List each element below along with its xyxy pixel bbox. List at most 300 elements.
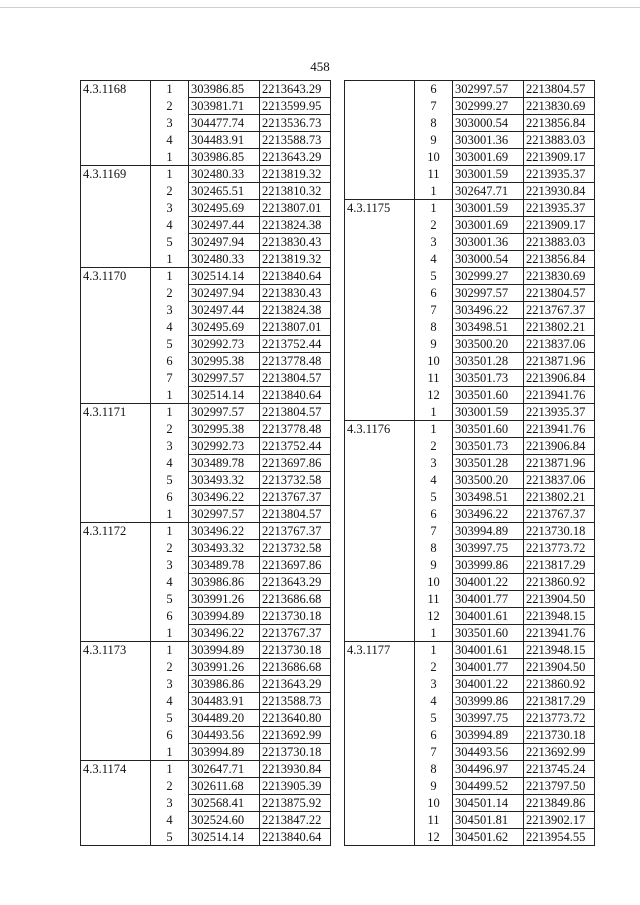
y-coordinate: 2213745.24: [524, 761, 595, 778]
x-coordinate: 302992.73: [189, 438, 260, 455]
parcel-id: [81, 591, 151, 608]
x-coordinate: 303986.85: [189, 149, 260, 166]
parcel-id: 4.3.1174: [81, 761, 151, 778]
y-coordinate: 2213906.84: [524, 438, 595, 455]
y-coordinate: 2213837.06: [524, 472, 595, 489]
y-coordinate: 2213860.92: [524, 574, 595, 591]
point-number: 3: [166, 558, 173, 572]
point-number: 3: [166, 796, 173, 810]
coordinates-table-left: [80, 80, 331, 846]
y-coordinate: 2213883.03: [524, 234, 595, 251]
parcel-id: [345, 710, 415, 727]
point-number: 4: [430, 252, 437, 266]
table-row: [81, 744, 331, 761]
table-row: [345, 404, 595, 421]
point-number: 1: [415, 625, 453, 642]
point-number: 6: [430, 728, 437, 742]
parcel-id: [81, 353, 151, 370]
y-coordinate: 2213767.37: [260, 489, 331, 506]
point-number: 2: [166, 541, 173, 555]
table-row: [81, 421, 331, 438]
parcel-id: [81, 489, 151, 506]
x-coordinate: 302568.41: [189, 795, 260, 812]
point-number: 6: [166, 490, 173, 504]
table-row: [345, 183, 595, 200]
table-row: [81, 472, 331, 489]
table-row: [345, 268, 595, 285]
parcel-id: [345, 540, 415, 557]
table-row: [81, 642, 331, 659]
x-coordinate: 303001.59: [453, 404, 524, 421]
parcel-id: [81, 234, 151, 251]
y-coordinate: 2213840.64: [260, 829, 331, 846]
y-coordinate: 2213830.43: [260, 285, 331, 302]
table-row: [345, 829, 595, 846]
x-coordinate: 303493.32: [189, 540, 260, 557]
y-coordinate: 2213730.18: [260, 642, 331, 659]
y-coordinate: 2213643.29: [260, 676, 331, 693]
y-coordinate: 2213640.80: [260, 710, 331, 727]
parcel-id: [345, 302, 415, 319]
table-row: [345, 387, 595, 404]
table-row: [345, 489, 595, 506]
table-row: [81, 591, 331, 608]
y-coordinate: 2213930.84: [260, 761, 331, 778]
point-number: 1: [151, 268, 189, 285]
parcel-id: [345, 115, 415, 132]
point-number: 7: [430, 99, 437, 113]
point-number: 5: [430, 711, 437, 725]
parcel-id: [345, 234, 415, 251]
parcel-id: [345, 132, 415, 149]
table-row: [81, 370, 331, 387]
table-row: [81, 761, 331, 778]
x-coordinate: 303498.51: [453, 489, 524, 506]
point-number: 3: [166, 677, 173, 691]
point-number: 2: [430, 660, 437, 674]
table-row: [81, 523, 331, 540]
point-number: 1: [415, 183, 453, 200]
parcel-id: [345, 523, 415, 540]
x-coordinate: 302495.69: [189, 319, 260, 336]
parcel-id: [345, 387, 415, 404]
parcel-id: [345, 557, 415, 574]
table-row: [345, 540, 595, 557]
x-coordinate: 304477.74: [189, 115, 260, 132]
y-coordinate: 2213697.86: [260, 455, 331, 472]
table-row: [345, 285, 595, 302]
table-row: [81, 268, 331, 285]
point-number: 4: [166, 320, 173, 334]
x-coordinate: 303500.20: [453, 472, 524, 489]
y-coordinate: 2213643.29: [260, 81, 331, 98]
parcel-id: [81, 370, 151, 387]
x-coordinate: 302997.57: [189, 370, 260, 387]
parcel-id: [345, 336, 415, 353]
table-row: [345, 132, 595, 149]
parcel-id: [81, 557, 151, 574]
x-coordinate: 304483.91: [189, 132, 260, 149]
parcel-id: [345, 659, 415, 676]
point-number: 9: [430, 133, 437, 147]
table-row: [345, 166, 595, 183]
x-coordinate: 303994.89: [189, 642, 260, 659]
point-number: 1: [415, 642, 453, 659]
point-number: 8: [430, 320, 437, 334]
y-coordinate: 2213778.48: [260, 353, 331, 370]
y-coordinate: 2213807.01: [260, 319, 331, 336]
y-coordinate: 2213692.99: [260, 727, 331, 744]
x-coordinate: 303501.60: [453, 625, 524, 642]
x-coordinate: 303489.78: [189, 455, 260, 472]
y-coordinate: 2213935.37: [524, 166, 595, 183]
table-row: [345, 217, 595, 234]
y-coordinate: 2213819.32: [260, 166, 331, 183]
y-coordinate: 2213797.50: [524, 778, 595, 795]
table-row: [345, 761, 595, 778]
point-number: 8: [430, 116, 437, 130]
parcel-id: [81, 693, 151, 710]
y-coordinate: 2213804.57: [524, 81, 595, 98]
x-coordinate: 303500.20: [453, 336, 524, 353]
x-coordinate: 303001.69: [453, 217, 524, 234]
y-coordinate: 2213830.43: [260, 234, 331, 251]
point-number: 10: [427, 575, 440, 589]
parcel-id: [81, 727, 151, 744]
table-row: [345, 727, 595, 744]
parcel-id: [345, 829, 415, 846]
y-coordinate: 2213752.44: [260, 336, 331, 353]
y-coordinate: 2213875.92: [260, 795, 331, 812]
parcel-id: [345, 370, 415, 387]
point-number: 1: [151, 506, 189, 523]
table-row: [81, 132, 331, 149]
table-row: [345, 251, 595, 268]
y-coordinate: 2213807.01: [260, 200, 331, 217]
x-coordinate: 302514.14: [189, 387, 260, 404]
point-number: 1: [415, 421, 453, 438]
table-row: [345, 523, 595, 540]
point-number: 1: [151, 642, 189, 659]
y-coordinate: 2213730.18: [524, 727, 595, 744]
parcel-id: [345, 472, 415, 489]
parcel-id: [81, 574, 151, 591]
x-coordinate: 302997.57: [453, 285, 524, 302]
y-coordinate: 2213767.37: [260, 523, 331, 540]
x-coordinate: 304493.56: [189, 727, 260, 744]
table-row: [345, 812, 595, 829]
parcel-id: [345, 438, 415, 455]
table-row: [345, 234, 595, 251]
table-row: [81, 608, 331, 625]
y-coordinate: 2213588.73: [260, 693, 331, 710]
point-number: 4: [166, 694, 173, 708]
table-row: [81, 166, 331, 183]
table-row: [345, 557, 595, 574]
point-number: 5: [166, 592, 173, 606]
point-number: 2: [166, 660, 173, 674]
parcel-id: [345, 591, 415, 608]
table-row: [81, 557, 331, 574]
parcel-id: [345, 506, 415, 523]
table-row: [345, 336, 595, 353]
y-coordinate: 2213948.15: [524, 642, 595, 659]
y-coordinate: 2213941.76: [524, 421, 595, 438]
y-coordinate: 2213773.72: [524, 540, 595, 557]
y-coordinate: 2213948.15: [524, 608, 595, 625]
parcel-id: [345, 285, 415, 302]
point-number: 3: [166, 201, 173, 215]
x-coordinate: 304001.77: [453, 659, 524, 676]
y-coordinate: 2213752.44: [260, 438, 331, 455]
point-number: 1: [151, 625, 189, 642]
y-coordinate: 2213930.84: [524, 183, 595, 200]
x-coordinate: 302514.14: [189, 829, 260, 846]
x-coordinate: 304001.22: [453, 574, 524, 591]
parcel-id: [81, 98, 151, 115]
y-coordinate: 2213802.21: [524, 489, 595, 506]
point-number: 11: [427, 371, 440, 385]
table-row: [345, 608, 595, 625]
y-coordinate: 2213804.57: [260, 404, 331, 421]
y-coordinate: 2213909.17: [524, 217, 595, 234]
table-row: [81, 506, 331, 523]
point-number: 4: [166, 575, 173, 589]
coordinates-table-right: [344, 80, 595, 846]
parcel-id: [345, 574, 415, 591]
x-coordinate: 303501.73: [453, 438, 524, 455]
parcel-id: 4.3.1171: [81, 404, 151, 421]
table-row: [81, 795, 331, 812]
point-number: 2: [166, 286, 173, 300]
y-coordinate: 2213599.95: [260, 98, 331, 115]
parcel-id: [81, 778, 151, 795]
point-number: 3: [166, 439, 173, 453]
x-coordinate: 303981.71: [189, 98, 260, 115]
y-coordinate: 2213730.18: [524, 523, 595, 540]
table-row: [81, 336, 331, 353]
x-coordinate: 302992.73: [189, 336, 260, 353]
table-row: [345, 676, 595, 693]
x-coordinate: 303999.86: [453, 693, 524, 710]
x-coordinate: 302997.57: [189, 404, 260, 421]
parcel-id: [345, 217, 415, 234]
table-row: [345, 795, 595, 812]
y-coordinate: 2213824.38: [260, 302, 331, 319]
point-number: 2: [166, 779, 173, 793]
parcel-id: [81, 336, 151, 353]
table-row: [81, 489, 331, 506]
point-number: 5: [430, 269, 437, 283]
parcel-id: [81, 540, 151, 557]
point-number: 9: [430, 779, 437, 793]
point-number: 2: [166, 99, 173, 113]
y-coordinate: 2213847.22: [260, 812, 331, 829]
point-number: 5: [430, 490, 437, 504]
y-coordinate: 2213697.86: [260, 557, 331, 574]
parcel-id: [81, 472, 151, 489]
parcel-id: [81, 659, 151, 676]
x-coordinate: 302647.71: [189, 761, 260, 778]
point-number: 8: [430, 762, 437, 776]
parcel-id: [345, 455, 415, 472]
y-coordinate: 2213686.68: [260, 659, 331, 676]
table-row: [345, 421, 595, 438]
x-coordinate: 303496.22: [453, 506, 524, 523]
x-coordinate: 303994.89: [189, 744, 260, 761]
point-number: 7: [430, 745, 437, 759]
table-row: [345, 642, 595, 659]
table-row: [81, 81, 331, 98]
table-row: [345, 710, 595, 727]
x-coordinate: 303001.69: [453, 149, 524, 166]
table-row: [81, 438, 331, 455]
y-coordinate: 2213906.84: [524, 370, 595, 387]
point-number: 2: [166, 184, 173, 198]
x-coordinate: 303501.28: [453, 353, 524, 370]
parcel-id: [81, 744, 151, 761]
table-row: [81, 387, 331, 404]
y-coordinate: 2213935.37: [524, 404, 595, 421]
parcel-id: [81, 132, 151, 149]
point-number: 7: [430, 524, 437, 538]
table-row: [81, 659, 331, 676]
parcel-id: [345, 166, 415, 183]
point-number: 1: [151, 523, 189, 540]
point-number: 5: [151, 829, 189, 846]
table-row: [345, 693, 595, 710]
table-row: [345, 455, 595, 472]
table-row: [81, 829, 331, 846]
y-coordinate: 2213536.73: [260, 115, 331, 132]
parcel-id: [345, 812, 415, 829]
x-coordinate: 302995.38: [189, 353, 260, 370]
point-number: 8: [430, 541, 437, 555]
point-number: 5: [166, 473, 173, 487]
parcel-id: [81, 829, 151, 846]
y-coordinate: 2213819.32: [260, 251, 331, 268]
point-number: 12: [427, 388, 440, 402]
table-row: [345, 115, 595, 132]
point-number: 10: [427, 354, 440, 368]
x-coordinate: 303986.86: [189, 574, 260, 591]
parcel-id: [345, 149, 415, 166]
table-row: [81, 302, 331, 319]
point-number: 1: [415, 200, 453, 217]
x-coordinate: 303501.60: [453, 421, 524, 438]
x-coordinate: 302999.27: [453, 98, 524, 115]
point-number: 4: [430, 694, 437, 708]
y-coordinate: 2213817.29: [524, 693, 595, 710]
table-row: [81, 676, 331, 693]
x-coordinate: 302524.60: [189, 812, 260, 829]
y-coordinate: 2213767.37: [260, 625, 331, 642]
parcel-id: [345, 778, 415, 795]
table-row: [81, 251, 331, 268]
y-coordinate: 2213935.37: [524, 200, 595, 217]
x-coordinate: 302997.57: [453, 81, 524, 98]
point-number: 1: [151, 81, 189, 98]
point-number: 1: [151, 166, 189, 183]
point-number: 10: [427, 150, 440, 164]
x-coordinate: 303991.26: [189, 659, 260, 676]
table-row: [81, 234, 331, 251]
x-coordinate: 303001.36: [453, 234, 524, 251]
x-coordinate: 303994.89: [453, 727, 524, 744]
y-coordinate: 2213905.39: [260, 778, 331, 795]
x-coordinate: 302497.44: [189, 217, 260, 234]
x-coordinate: 302497.94: [189, 234, 260, 251]
table-row: [81, 183, 331, 200]
x-coordinate: 303999.86: [453, 557, 524, 574]
table-row: [345, 744, 595, 761]
table-row: [345, 319, 595, 336]
point-number: 9: [430, 558, 437, 572]
y-coordinate: 2213732.58: [260, 472, 331, 489]
parcel-id: [81, 217, 151, 234]
y-coordinate: 2213692.99: [524, 744, 595, 761]
table-row: [345, 200, 595, 217]
y-coordinate: 2213883.03: [524, 132, 595, 149]
point-number: 11: [427, 813, 440, 827]
point-number: 5: [166, 711, 173, 725]
table-row: [345, 438, 595, 455]
y-coordinate: 2213686.68: [260, 591, 331, 608]
table-row: [345, 591, 595, 608]
point-number: 2: [430, 218, 437, 232]
y-coordinate: 2213871.96: [524, 455, 595, 472]
parcel-id: 4.3.1173: [81, 642, 151, 659]
parcel-id: [81, 421, 151, 438]
point-number: 4: [166, 133, 173, 147]
parcel-id: [345, 608, 415, 625]
parcel-id: [81, 795, 151, 812]
x-coordinate: 303496.22: [189, 489, 260, 506]
point-number: 2: [430, 439, 437, 453]
table-row: [345, 625, 595, 642]
parcel-id: [345, 693, 415, 710]
y-coordinate: 2213856.84: [524, 115, 595, 132]
table-row: [345, 98, 595, 115]
point-number: 3: [166, 303, 173, 317]
x-coordinate: 303493.32: [189, 472, 260, 489]
point-number: 1: [151, 387, 189, 404]
parcel-id: [345, 98, 415, 115]
x-coordinate: 302480.33: [189, 251, 260, 268]
point-number: 7: [430, 303, 437, 317]
x-coordinate: 302611.68: [189, 778, 260, 795]
parcel-id: [81, 812, 151, 829]
y-coordinate: 2213837.06: [524, 336, 595, 353]
parcel-id: [81, 438, 151, 455]
table-row: [345, 81, 595, 98]
point-number: 1: [415, 404, 453, 421]
table-row: [81, 812, 331, 829]
y-coordinate: 2213730.18: [260, 608, 331, 625]
y-coordinate: 2213941.76: [524, 387, 595, 404]
table-row: [345, 506, 595, 523]
parcel-id: [345, 676, 415, 693]
y-coordinate: 2213817.29: [524, 557, 595, 574]
x-coordinate: 303501.60: [453, 387, 524, 404]
parcel-id: [345, 319, 415, 336]
parcel-id: [345, 795, 415, 812]
table-row: [81, 200, 331, 217]
parcel-id: 4.3.1175: [345, 200, 415, 217]
parcel-id: [81, 625, 151, 642]
x-coordinate: 304501.62: [453, 829, 524, 846]
x-coordinate: 302497.44: [189, 302, 260, 319]
